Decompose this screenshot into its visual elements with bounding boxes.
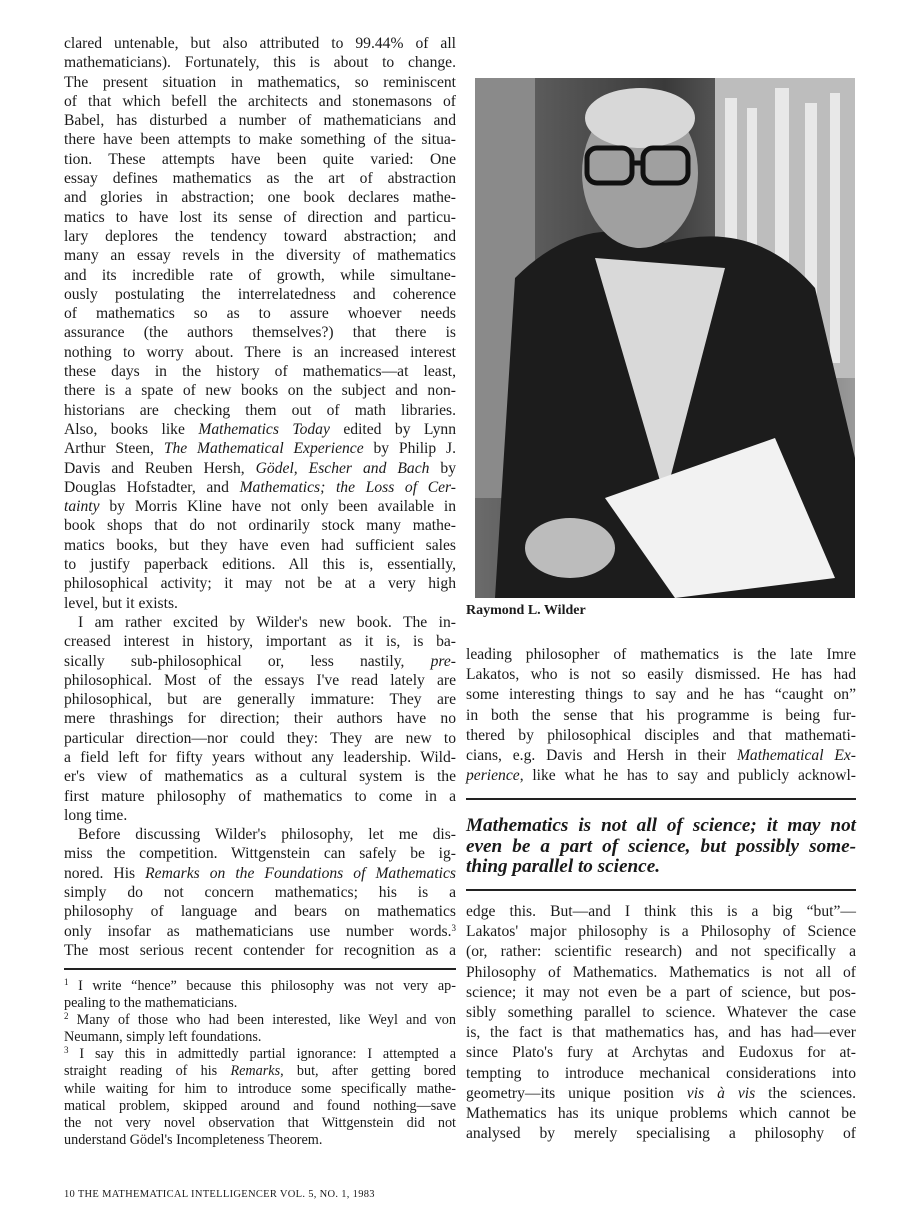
italic-text: Remarks on the Foundations of Mathematics	[145, 864, 456, 882]
text-line: of mathematics so as to assure whoever needs	[64, 305, 456, 323]
text-line: nothing to worry about. There is an increased interest	[64, 343, 456, 361]
footnote-marker: 3	[451, 922, 456, 933]
text-line: mere thrashings for direction; their authors have no	[64, 710, 456, 728]
text-line: assurance (the authors themselves?) that there is	[64, 324, 456, 342]
text-line: essay defines mathematics as the art of abstraction	[64, 170, 456, 188]
text-line: there is a spate of new books on the subject and non-	[64, 382, 456, 400]
text-line: edge this. But—and I think this is a big “but”—	[466, 903, 856, 920]
text-line: ously postulating the interrelatedness and coherence	[64, 285, 456, 303]
italic-text: perience	[466, 767, 520, 785]
text-line: level, but it exists.	[64, 594, 178, 612]
text-line: lary deplores the tendency toward abstraction; and	[64, 227, 456, 245]
text-line: thered by philosophical disciples and that mathemati-	[466, 726, 856, 744]
photo-caption: Raymond L. Wilder	[466, 603, 586, 618]
text-line: pealing to the mathematicians.	[64, 995, 238, 1012]
footnote-marker: 2	[64, 1011, 69, 1022]
text-line: thing parallel to science.	[466, 856, 661, 877]
text-line: historians are checking them out of math libraries.	[64, 401, 456, 419]
pull-quote	[466, 816, 856, 878]
text-line: The present situation in mathematics, so reminiscent	[64, 73, 456, 91]
text-line: simply do not concern mathematics; his is a	[64, 884, 456, 902]
text-line: Philosophy of Mathematics. Mathematics is not all of	[466, 963, 856, 981]
italic-text: Mathematical Ex-	[736, 746, 856, 764]
text-line: the not very novel observation that Wittgenstein did not	[64, 1114, 456, 1131]
text-line: philosophical. Most of the essays I've read lately are	[64, 671, 456, 689]
text-line: Before discussing Wilder's philosophy, let me dis-	[78, 826, 456, 844]
text-line: $^2$ Many of those who had been interested, like Weyl and von	[64, 1011, 456, 1029]
text-line: book shops that do not ordinarily stock many mathe-	[64, 517, 456, 535]
italic-text: Gödel, Escher and Bach	[255, 459, 430, 477]
text-line: Lakatos' major philosophy is a Philosophy of Science	[466, 923, 856, 941]
page-footer: 10 THE MATHEMATICAL INTELLIGENCER VOL. 5, NO. 1, 1983	[64, 1189, 375, 1200]
text-line: Davis and Reuben Hersh, Gödel, Escher and Bach by	[64, 459, 456, 477]
text-line: I am rather excited by Wilder's new book. The in-	[78, 613, 456, 631]
right-column-text-bottom	[466, 902, 856, 1144]
text-line: and glories in abstraction; one book declares mathe-	[64, 189, 456, 207]
text-line: even be a part of science, but possibly some-	[466, 835, 856, 857]
pull-quote-bottom-rule	[466, 889, 856, 891]
text-line: Also, books like Mathematics Today edited by Lynn	[64, 420, 456, 438]
text-line: Douglas Hofstadter, and Mathematics; the Loss of Cer-	[64, 478, 456, 496]
text-line: geometry—its unique position vis à vis the sciences.	[466, 1084, 856, 1102]
text-line: leading philosopher of mathematics is the late Imre	[466, 646, 856, 663]
italic-text: Mathematics Today	[198, 420, 330, 438]
text-line: philosophical, but are generally immature: They are	[64, 691, 456, 709]
text-line: philosophical activity; it may not be at a very high	[64, 575, 456, 593]
text-line: Neumann, simply left foundations.	[64, 1029, 262, 1046]
text-line: is, the fact is that mathematics has, and has had—ever	[466, 1024, 856, 1042]
text-line: Arthur Steen, The Mathematical Experience by Philip J.	[64, 440, 456, 458]
text-line: these days in the history of mathematics—at least,	[64, 363, 456, 381]
text-line: in both the sense that his programme is being fur-	[466, 706, 856, 724]
text-line: perience, like what he has to say and publicly acknowl-	[466, 767, 856, 785]
footnote-divider	[64, 968, 456, 970]
text-line: since Plato's fury at Archytas and Eudoxus for at-	[466, 1044, 856, 1062]
text-line: particular direction—nor could they: They are new to	[64, 729, 456, 747]
text-line: sibly something parallel to science. Whatever the case	[466, 1003, 856, 1021]
text-line: straight reading of his Remarks, but, after getting bored	[64, 1063, 456, 1080]
text-line: $^3$ I say this in admittedly partial ignorance: I attempted a	[64, 1045, 456, 1063]
text-line: Lakatos, who is not so easily dismissed. He has had	[466, 666, 856, 684]
text-line: creased interest in history, important as it is, is ba-	[64, 633, 456, 651]
text-line: while waiting for him to introduce some specifically mathe-	[64, 1080, 456, 1097]
text-line: tempting to introduce mechanical considerations into	[466, 1064, 856, 1082]
right-column-text-top	[466, 645, 856, 786]
footnote-marker: 1	[64, 977, 69, 987]
portrait-photo	[475, 78, 855, 598]
text-line: clared untenable, but also attributed to 99.44% of all	[64, 35, 456, 52]
text-line: tainty by Morris Kline have not only been available in	[64, 498, 456, 516]
footnote-marker: 3	[64, 1045, 69, 1056]
text-line: understand Gödel's Incompleteness Theorem.	[64, 1131, 323, 1148]
text-line: philosophy of language and bears on mathematics	[64, 903, 456, 921]
italic-text: tainty	[64, 498, 100, 516]
text-line: and its incredible rate of growth, while simultane-	[64, 266, 456, 284]
footnotes	[64, 978, 456, 1149]
text-line: matical problem, skipped around and found nothing—save	[64, 1097, 456, 1114]
text-line: tion. These attempts have been quite varied: One	[64, 150, 456, 168]
italic-text: vis à vis	[686, 1084, 756, 1102]
italic-text: Remarks	[230, 1063, 281, 1080]
text-line: analysed by merely specialising a philosophy of	[466, 1125, 856, 1143]
text-line: nored. His Remarks on the Foundations of Mathematics	[64, 864, 456, 882]
text-line: of that which befell the architects and stonemasons of	[64, 92, 456, 110]
text-line: a field left for fifty years without any leadership. Wild-	[64, 748, 456, 766]
text-line: only insofar as mathematicians use number words.$^3$	[64, 922, 456, 940]
text-line: Mathematics has its unique problems which cannot be	[466, 1104, 856, 1122]
text-line: Mathematics is not all of science; it may not	[466, 815, 856, 836]
text-line: first mature philosophy of mathematics to come in a	[64, 787, 456, 805]
italic-text: Mathematics; the Loss of Cer-	[239, 478, 456, 496]
text-line: matics books, but they have even had sufficient sales	[64, 536, 456, 554]
text-line: there have been attempts to make something of the situa-	[64, 131, 456, 149]
text-line: cians, e.g. Davis and Hersh in their Mathematical Ex-	[466, 746, 856, 764]
text-line: long time.	[64, 806, 128, 824]
text-line: Babel, has disturbed a number of mathematicians and	[64, 112, 456, 130]
text-line: er's view of mathematics as a cultural system is the	[64, 768, 456, 786]
pull-quote-top-rule	[466, 798, 856, 800]
italic-text: The Mathematical Experience	[163, 440, 364, 458]
italic-text: pre-	[430, 652, 456, 670]
text-line: (or, rather: scientific research) and not specifically a	[466, 943, 856, 961]
text-line: matics to have lost its sense of direction and particu-	[64, 208, 456, 226]
text-line: mathematicians). Fortunately, this is about to change.	[64, 54, 456, 72]
text-line: miss the competition. Wittgenstein can safely be ig-	[64, 845, 456, 863]
text-line: some interesting things to say and he has “caught on”	[466, 686, 856, 704]
left-column-text	[64, 34, 456, 960]
text-line: $^1$ I write “hence” because this philosophy was not very ap-	[64, 977, 456, 994]
text-line: science; it may not even be a part of science, but pos-	[466, 983, 856, 1001]
text-line: The most serious recent contender for recognition as a	[64, 941, 456, 959]
text-line: to justify paperback editions. All this is, essentially,	[64, 556, 456, 574]
text-line: many an essay revels in the diversity of mathematics	[64, 247, 456, 265]
text-line: sically sub-philosophical or, less nastily, pre-	[64, 652, 456, 670]
